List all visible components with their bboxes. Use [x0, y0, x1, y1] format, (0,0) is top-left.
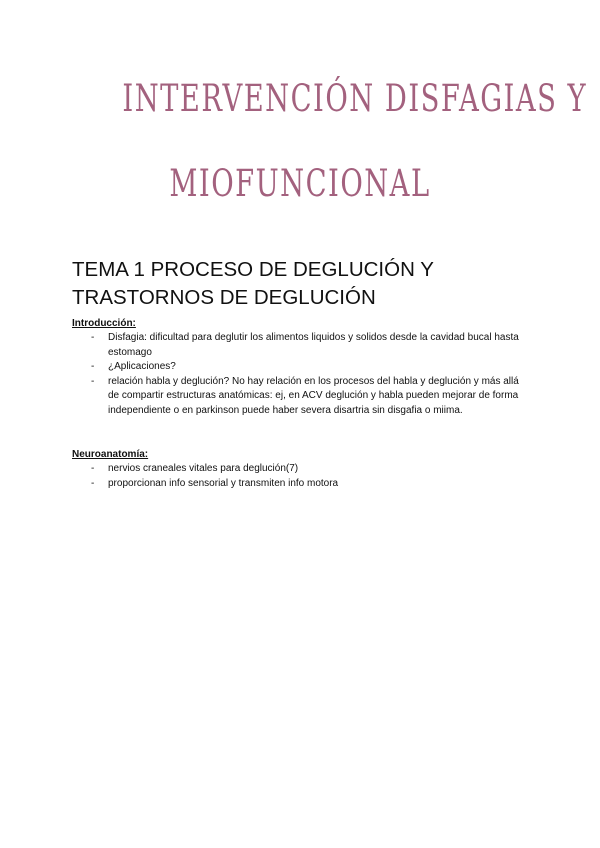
- bullet-dash: -: [91, 361, 95, 373]
- list-item: [72, 331, 528, 360]
- bullet-dash: -: [91, 477, 95, 489]
- topic-heading: TEMA 1 PROCESO DE DEGLUCIÓN Y TRASTORNOS DE DEGLUCIÓN: [72, 258, 434, 309]
- list-item-text: nervios craneales vitales para deglución(7): [108, 463, 299, 474]
- list-item: [72, 375, 528, 419]
- list-item: [72, 360, 528, 375]
- title-line-2: MIOFUNCIONAL: [169, 162, 431, 205]
- bullet-dash: -: [91, 332, 95, 343]
- section-neuroanatomia: [72, 448, 528, 491]
- list-item: [72, 462, 528, 477]
- section-label: Neuroanatomía:: [72, 449, 149, 460]
- list-item-text: Disfagia: dificultad para deglutir los alimentos liquidos y solidos desde la cavidad bucal hasta estomago: [108, 332, 519, 358]
- title-line-1: INTERVENCIÓN DISFAGIAS Y: [122, 77, 588, 120]
- list-item-text: relación habla y deglución? No hay relación en los procesos del habla y deglución y más allá de compartir estructuras anatómicas: ej, en ACV deglución y habla pueden mejorar de forma independiente o en parkinson puede haber severa disartria sin disgafia o miima.: [108, 375, 519, 416]
- section-label: Introducción:: [72, 318, 136, 329]
- document-title: [60, 76, 588, 205]
- bullet-list: [72, 331, 528, 419]
- bullet-dash: -: [91, 375, 95, 387]
- bullet-list: [72, 462, 528, 491]
- list-item-text: proporcionan info sensorial y transmiten info motora: [108, 477, 339, 489]
- section-introduccion: [72, 317, 528, 419]
- list-item-text: ¿Aplicaciones?: [108, 361, 176, 373]
- bullet-dash: -: [91, 463, 95, 474]
- list-item: [72, 477, 528, 492]
